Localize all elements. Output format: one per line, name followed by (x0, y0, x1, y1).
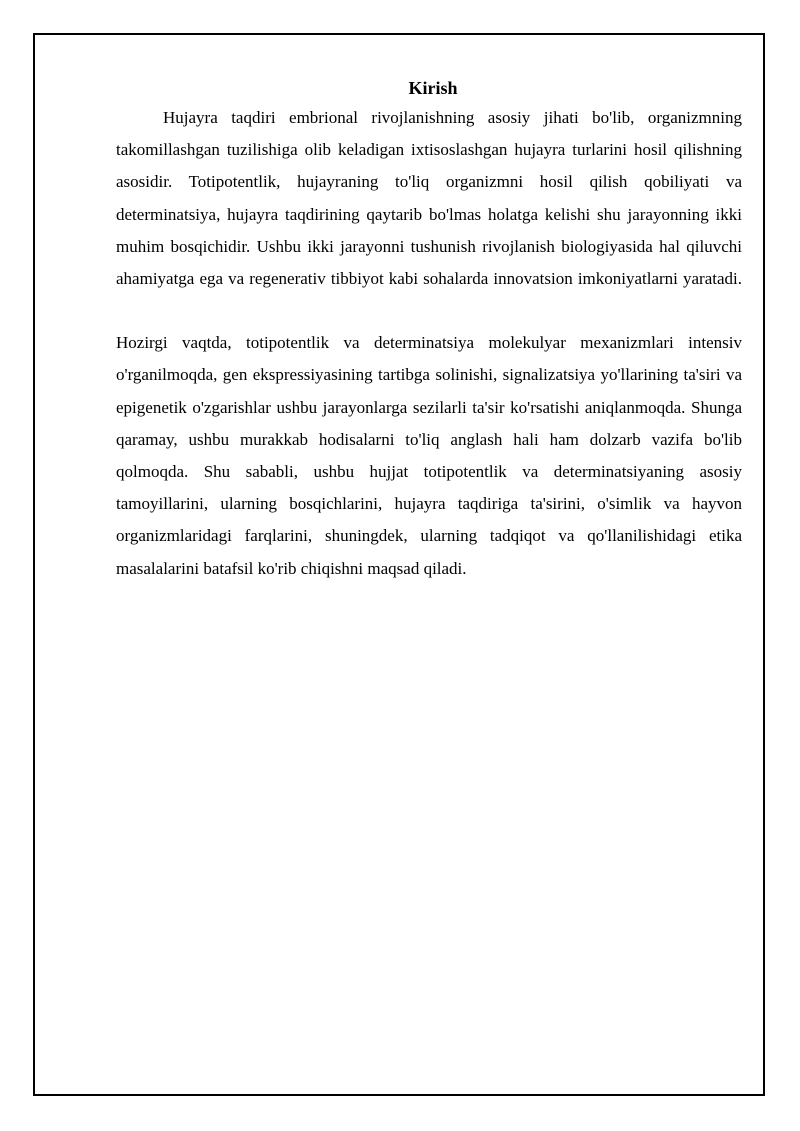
document-body (116, 74, 742, 585)
paragraph-1: Hujayra taqdiri embrional rivojlanishning asosiy jihati bo'lib, organizmning takomillashgan tuzilishiga olib keladigan ixtisoslashgan hujayra turlarini hosil qilishning asosidir. Totipotentlik, hujayraning to'liq organizmni hosil qilish qobiliyati va determinatsiya, hujayra taqdirining qaytarib bo'lmas holatga kelishi shu jarayonning ikki muhim bosqichidir. Ushbu ikki jarayonni tushunish rivojlanish biologiyasida hal qiluvchi ahamiyatga ega va regenerativ tibbiyot kabi sohalarda innovatsion imkoniyatlarni yaratadi. (116, 108, 742, 289)
paragraph-2: Hozirgi vaqtda, totipotentlik va determinatsiya molekulyar mexanizmlari intensiv o'rganilmoqda, gen ekspressiyasining tartibga solinishi, signalizatsiya yo'llarining ta'siri va epigenetik o'zgarishlar ushbu jarayonlarga sezilarli ta'sir ko'rsatishi aniqlanmoqda. Shunga qaramay, ushbu murakkab hodisalarni to'liq anglash hali ham dolzarb vazifa bo'lib qolmoqda. Shu sababli, ushbu hujjat totipotentlik va determinatsiyaning asosiy tamoyillarini, ularning bosqichlarini, hujayra taqdiriga ta'sirini, o'simlik va hayvon organizmlaridagi farqlarini, shuningdek, ularning tadqiqot va qo'llanilishidagi etika masalalarini batafsil ko'rib chiqishni maqsad qiladi. (116, 333, 742, 578)
document-title: Kirish (408, 78, 458, 98)
